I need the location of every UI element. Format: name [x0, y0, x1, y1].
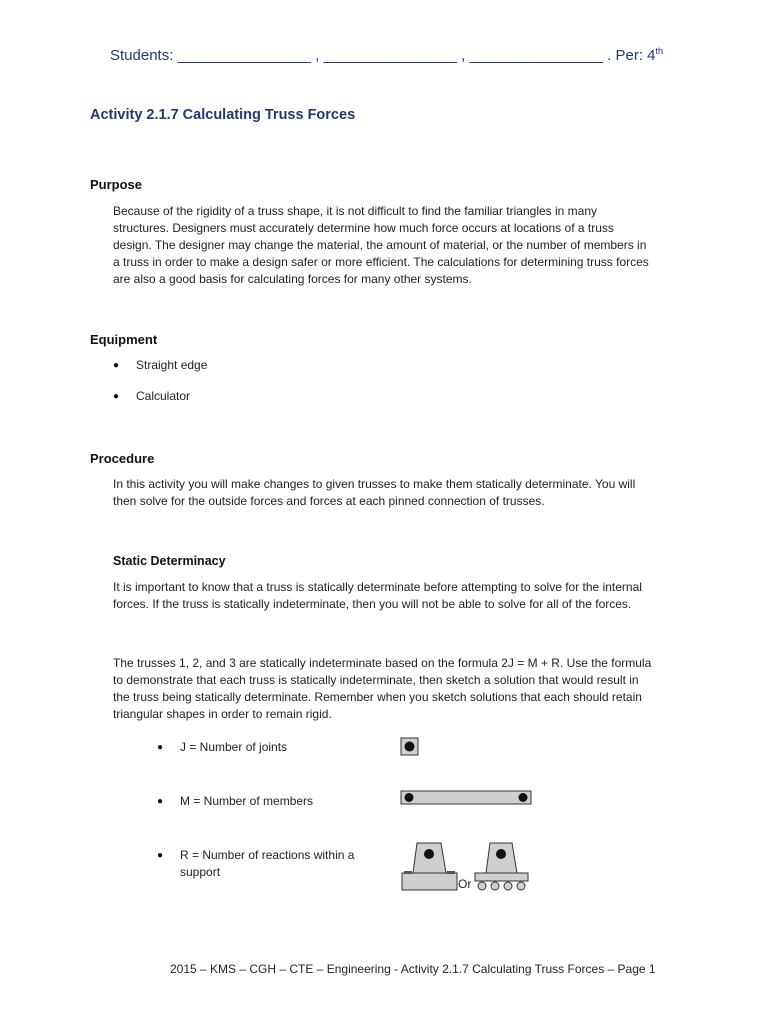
- students-text: Students: ________________ , ________________ , ________________ . Per: 4: [110, 47, 656, 64]
- page-footer: 2015 – KMS – CGH – CTE – Engineering - Activity 2.1.7 Calculating Truss Forces – Page 1: [170, 962, 656, 976]
- definition-members: M = Number of members: [180, 794, 314, 808]
- or-label: Or: [458, 877, 472, 891]
- page-title: Activity 2.1.7 Calculating Truss Forces: [90, 107, 356, 123]
- static-para-2: [113, 655, 651, 723]
- purpose-line: are also a good basis for calculating forces for many other systems.: [113, 272, 472, 286]
- joint-icon: [400, 737, 420, 757]
- static-para-1-line: forces. If the truss is statically indeterminate, then you will not be able to solve for all of the forces.: [113, 597, 632, 611]
- equipment-item: Calculator: [136, 389, 191, 403]
- students-line: [110, 46, 663, 64]
- procedure-heading: Procedure: [90, 451, 155, 466]
- purpose-line: Because of the rigidity of a truss shape, it is not difficult to find the familiar triangles in many: [113, 204, 598, 218]
- purpose-line: design. The designer may change the material, the amount of material, or the number of members in: [113, 238, 647, 252]
- member-icon: [400, 789, 534, 807]
- bullet-icon: ●: [157, 796, 164, 807]
- purpose-line: structures. Designers must accurately determine how much force occurs at locations of a truss: [113, 221, 614, 235]
- definition-reactions-line: support: [180, 865, 221, 879]
- definition-joints: J = Number of joints: [180, 740, 288, 754]
- static-determinacy-heading: Static Determinacy: [113, 554, 226, 568]
- roller-support-icon: [473, 840, 531, 893]
- equipment-item: Straight edge: [136, 358, 208, 372]
- equipment-heading: Equipment: [90, 332, 158, 347]
- definition-reactions-line: R = Number of reactions within a: [180, 848, 355, 862]
- bullet-icon: ●: [157, 742, 164, 753]
- static-para-2-line: the truss being statically determinate. Remember when you sketch solutions that each should retain: [113, 690, 642, 704]
- procedure-line: then solve for the outside forces and forces at each pinned connection of trusses.: [113, 494, 545, 508]
- procedure-paragraph: [113, 476, 635, 510]
- static-para-2-line: to demonstrate that each truss is statically indeterminate, then sketch a solution that would result in: [113, 673, 639, 687]
- purpose-line: a truss in order to make a design safer or more efficient. The calculations for determining truss forces: [113, 255, 649, 269]
- purpose-heading: Purpose: [90, 177, 143, 192]
- static-para-2-line: The trusses 1, 2, and 3 are statically indeterminate based on the formula 2J = M + R. Use the formula: [113, 656, 652, 670]
- bullet-icon: ●: [157, 850, 164, 861]
- procedure-line: In this activity you will make changes to given trusses to make them statically determinate. You will: [113, 477, 636, 491]
- pin-support-icon: [400, 840, 460, 893]
- static-para-1: [113, 579, 642, 613]
- bullet-icon: ●: [113, 360, 120, 371]
- static-para-1-line: It is important to know that a truss is statically determinate before attempting to solve for the internal: [113, 580, 642, 594]
- purpose-paragraph: [113, 203, 649, 288]
- bullet-icon: ●: [113, 391, 120, 402]
- definition-reactions: [180, 847, 354, 881]
- static-para-2-line: triangular shapes in order to remain rigid.: [113, 707, 332, 721]
- per-superscript: th: [655, 46, 664, 56]
